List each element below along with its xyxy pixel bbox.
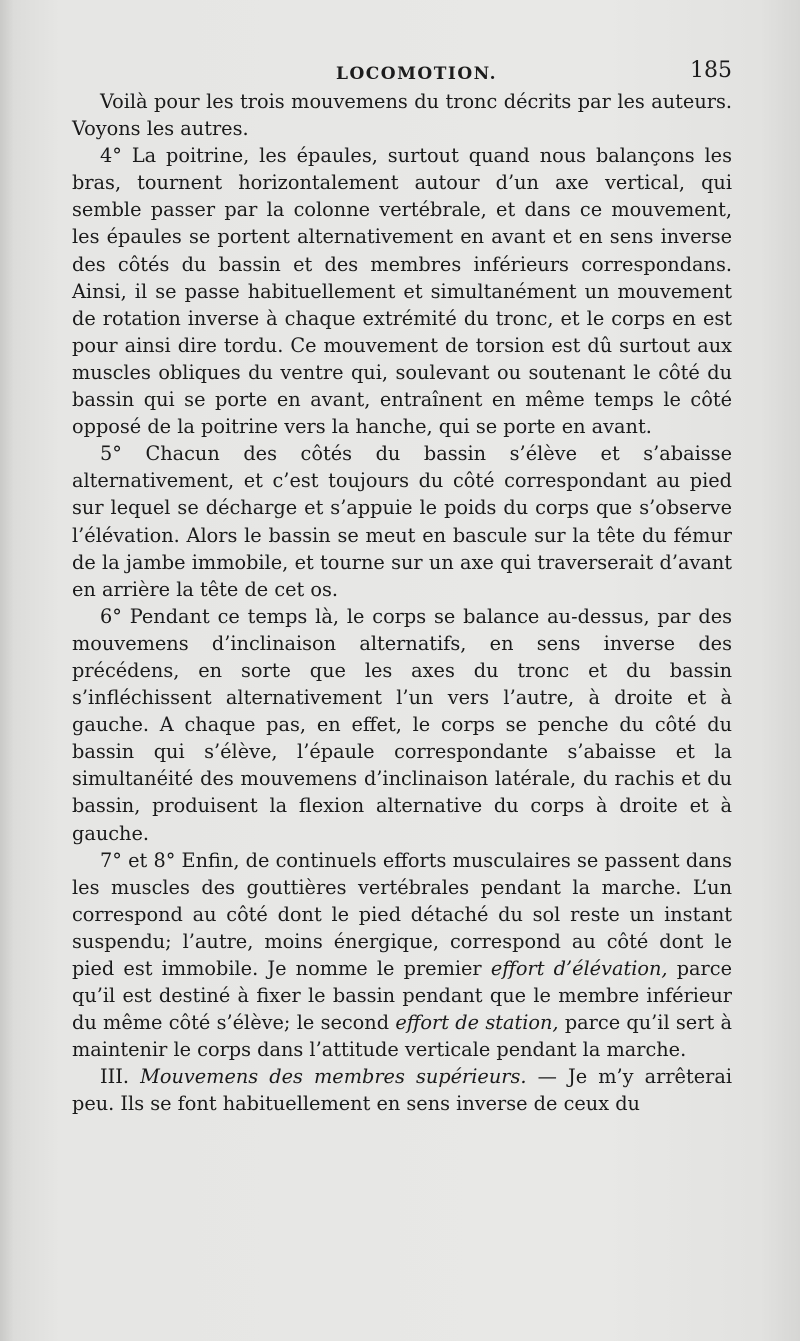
body-text [72,88,732,1118]
term-effort-station: effort de station, [395,1011,559,1035]
term-effort-elevation: effort d’élévation, [490,957,668,980]
paragraph-1: Voilà pour les trois mouvemens du tronc décrits par les auteurs. Voyons les autres. [72,90,732,141]
paragraph-5-text-a: 7° et 8° Enfin, de continuels efforts musculaires se passent dans les muscles des gouttières vertébrales pendant la marche. L’un correspond au côté dont le pied détaché du sol reste un instant suspendu; l’autre, moins énergique, correspond au côté dont le pied est immobile. Je nomme le premier [72,848,732,980]
paragraph-6-text: — Je m’y arrêterai peu. Ils se font habituellement en sens inverse de ceux du [72,1065,733,1116]
paragraph-5-text-c: parce qu’il est destiné à fixer le bassin pendant que le membre inférieur du même côté s’élève; le second [72,957,732,1035]
paragraph-3: 5° Chacun des côtés du bassin s’élève et s’abaisse alternativement, et c’est toujours du côté correspondant au pied sur lequel se décharge et s’appuie le poids du corps que s’observe l’élévation. Alors le bassin se meut en bascule sur la tête du fémur de la jambe immobile, et tourne sur un axe qui traverserait d’avant en arrière la tête de cet os. [72,442,732,601]
page-header [72,58,732,88]
paragraph-2: 4° La poitrine, les épaules, surtout quand nous balançons les bras, tournent horizontalement autour d’un axe vertical, qui semble passer par la colonne vertébrale, et dans ce mouvement, les épaules se portent alternativement en avant et en sens inverse des côtés du bassin et des membres inférieurs correspondans. Ainsi, il se passe habituellement et simultanément un mouvement de rotation inverse à chaque extrémité du tronc, et le corps en est pour ainsi dire tordu. Ce mouvement de torsion est dû surtout aux muscles obliques du ventre qui, soulevant ou soutenant le côté du bassin qui se porte en avant, entraînent en même temps le côté opposé de la poitrine vers la hanche, qui se porte en avant. [72,144,732,439]
section-title: Mouvemens des membres supérieurs. [140,1065,527,1089]
page-number: 185 [690,58,732,83]
paragraph-4: 6° Pendant ce temps là, le corps se balance au-dessus, par des mouvemens d’inclinaison alternatifs, en sens inverse des précédens, en sorte que les axes du tronc et du bassin s’infléchissent alternativement l’un vers l’autre, à droite et à gauche. A chaque pas, en effet, le corps se penche du côté du bassin qui s’élève, l’épaule correspondante s’abaisse et la simultanéité des mouvemens d’inclinaison latérale, du rachis et du bassin, produisent la flexion alternative du corps à droite et à gauche. [72,604,732,845]
section-number: III. [100,1065,141,1089]
running-head: LOCOMOTION. [336,64,498,84]
paragraph-5 [72,847,732,1064]
paragraph-6 [72,1063,732,1117]
paragraph-5-text-e: parce qu’il sert à maintenir le corps dans l’attitude verticale pendant la marche. [72,1011,732,1062]
